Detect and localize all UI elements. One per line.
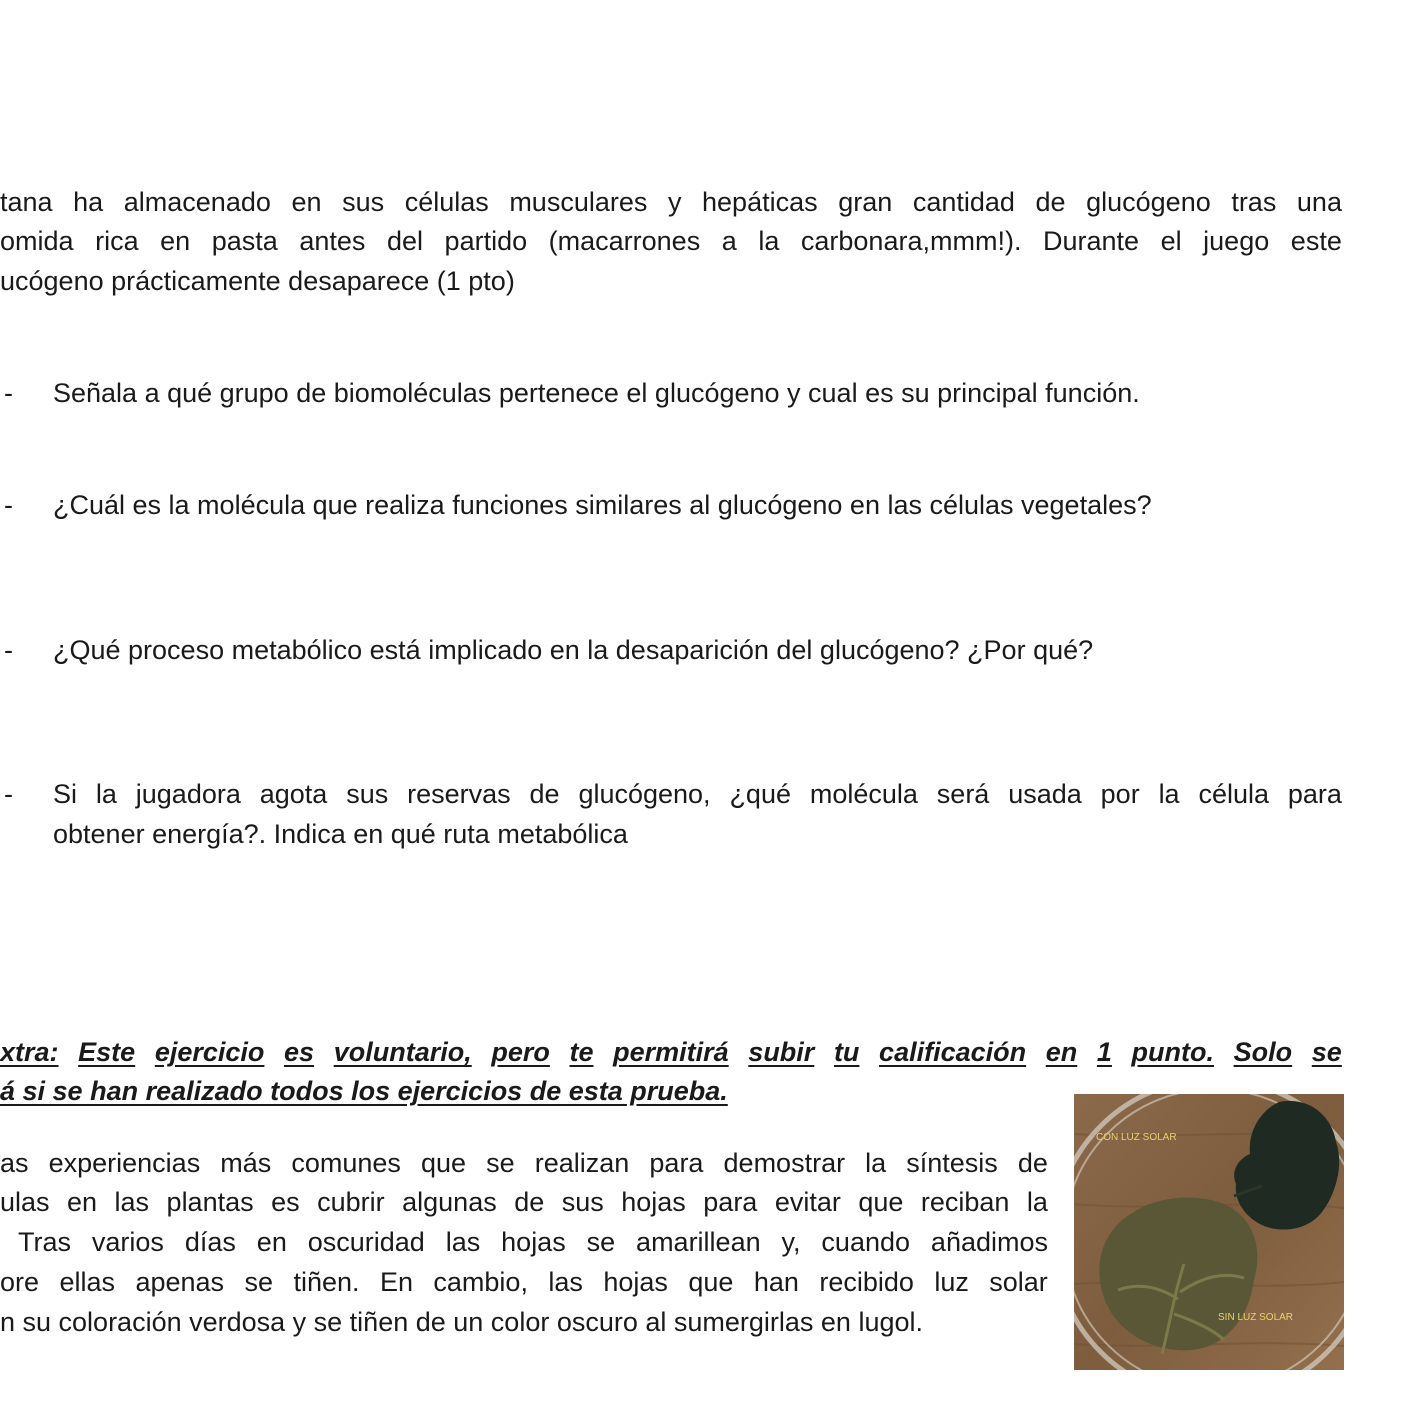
- word: algunas: [402, 1187, 497, 1217]
- word: molécula: [809, 779, 918, 809]
- word: tiñen.: [293, 1267, 360, 1297]
- word: juego: [1203, 226, 1270, 256]
- word: Durante: [1043, 226, 1140, 256]
- intro-line-1: [0, 182, 1342, 222]
- word: cuando: [821, 1227, 911, 1257]
- word: añadimos: [930, 1227, 1048, 1257]
- intro-line-2: [0, 221, 1342, 261]
- word: cubrir: [317, 1187, 385, 1217]
- word: almacenado: [123, 187, 271, 217]
- word: apenas: [135, 1267, 225, 1297]
- question-text: Señala a qué grupo de biomoléculas pertenece el glucógeno y cual es su principal función.: [53, 378, 1140, 408]
- word: ejercicio: [154, 1037, 265, 1067]
- word: punto.: [1131, 1037, 1215, 1067]
- word: calificación: [879, 1037, 1027, 1067]
- word: las: [114, 1187, 150, 1217]
- word: se: [1311, 1037, 1342, 1067]
- word: más: [220, 1148, 272, 1178]
- word: en: [160, 226, 191, 256]
- word: en: [67, 1187, 98, 1217]
- question-dash: -: [4, 779, 13, 809]
- word: Solo: [1233, 1037, 1293, 1067]
- word: reservas: [407, 779, 511, 809]
- question-4-line-2: obtener energía?. Indica en qué ruta metabólica: [53, 819, 628, 849]
- word: sus: [561, 1187, 604, 1217]
- word: tana: [0, 187, 53, 217]
- word: hojas: [621, 1187, 686, 1217]
- word: subir: [748, 1037, 815, 1067]
- word: síntesis: [906, 1148, 998, 1178]
- word: cantidad: [912, 187, 1015, 217]
- word: carbonara,mmm!).: [800, 226, 1022, 256]
- word: ¿qué: [729, 779, 791, 809]
- question-text: ¿Qué proceso metabólico está implicado en la desaparición del glucógeno? ¿Por qué?: [53, 635, 1094, 665]
- word: sus: [342, 187, 385, 217]
- word: gran: [838, 187, 893, 217]
- word: recibido: [819, 1267, 914, 1297]
- word: ellas: [59, 1267, 115, 1297]
- word: en: [291, 187, 322, 217]
- extra-heading-line-1: [0, 1032, 1342, 1072]
- word: de: [1017, 1148, 1048, 1178]
- word: para: [1287, 779, 1342, 809]
- word: se: [486, 1148, 515, 1178]
- word: oscuridad: [307, 1227, 425, 1257]
- word: es: [271, 1187, 300, 1217]
- label-con-luz-solar: CON LUZ SOLAR: [1096, 1132, 1177, 1143]
- word: para: [703, 1187, 758, 1217]
- word: demostrar: [723, 1148, 846, 1178]
- word: las: [548, 1267, 583, 1297]
- word: será: [936, 779, 990, 809]
- word: antes: [299, 226, 366, 256]
- word: y,: [781, 1227, 801, 1257]
- word: luz: [934, 1267, 969, 1297]
- word: en: [1045, 1037, 1078, 1067]
- word: sus: [346, 779, 389, 809]
- word: a: [721, 226, 737, 256]
- word: evitar: [774, 1187, 841, 1217]
- word: las: [445, 1227, 481, 1257]
- word: y: [667, 187, 682, 217]
- word: omida: [0, 226, 74, 256]
- experiment-line-2: [0, 1182, 1048, 1222]
- word: usada: [1008, 779, 1082, 809]
- experiment-line-1: [0, 1143, 1048, 1183]
- word: tu: [833, 1037, 860, 1067]
- word: días: [184, 1227, 236, 1257]
- word: En: [379, 1267, 413, 1297]
- word: hojas: [501, 1227, 566, 1257]
- label-sin-luz-solar: SIN LUZ SOLAR: [1218, 1312, 1294, 1323]
- word: plantas: [166, 1187, 254, 1217]
- intro-line-3: ucógeno prácticamente desaparece (1 pto): [0, 266, 515, 296]
- word: ha: [73, 187, 104, 217]
- word: es: [284, 1037, 315, 1067]
- experiment-line-4: [0, 1262, 1048, 1302]
- word: tras: [1231, 187, 1277, 217]
- word: realizan: [534, 1148, 630, 1178]
- word: hojas: [603, 1267, 668, 1297]
- word: la: [1158, 779, 1180, 809]
- question-text: ¿Cuál es la molécula que realiza funciones similares al glucógeno en las células vegetales?: [53, 490, 1152, 520]
- word: Tras: [18, 1227, 71, 1257]
- word: agota: [259, 779, 328, 809]
- word: el: [1160, 226, 1182, 256]
- word: cambio,: [433, 1267, 528, 1297]
- word: la: [1026, 1187, 1048, 1217]
- word: la: [758, 226, 780, 256]
- word: se: [586, 1227, 616, 1257]
- word: jugadora: [135, 779, 241, 809]
- word: solar: [989, 1267, 1048, 1297]
- word: que: [421, 1148, 467, 1178]
- word: una: [1296, 187, 1342, 217]
- word: han: [753, 1267, 799, 1297]
- word: musculares: [509, 187, 648, 217]
- word: para: [649, 1148, 704, 1178]
- word: por: [1100, 779, 1140, 809]
- experiment-line-5: n su coloración verdosa y se tiñen de un color oscuro al sumergirlas en lugol.: [0, 1307, 923, 1337]
- word: glucógeno: [1086, 187, 1211, 217]
- word: Si: [53, 779, 78, 809]
- word: ore: [0, 1267, 40, 1297]
- word: xtra:: [0, 1037, 59, 1067]
- extra-heading-line-2: á si se han realizado todos los ejercicios de esta prueba.: [0, 1076, 728, 1106]
- word: se: [244, 1267, 273, 1297]
- word: experiencias: [48, 1148, 201, 1178]
- word: de: [529, 779, 560, 809]
- word: reciban: [920, 1187, 1010, 1217]
- word: que: [858, 1187, 904, 1217]
- word: as: [0, 1148, 29, 1178]
- word: Este: [78, 1037, 136, 1067]
- word: te: [569, 1037, 594, 1067]
- word: comunes: [291, 1148, 401, 1178]
- word: que: [688, 1267, 734, 1297]
- word: la: [865, 1148, 887, 1178]
- word: célula: [1198, 779, 1269, 809]
- word: rica: [95, 226, 139, 256]
- word: hepáticas: [702, 187, 818, 217]
- question-4-line-1: [53, 774, 1342, 814]
- word: pasta: [211, 226, 278, 256]
- word: de: [514, 1187, 545, 1217]
- word: partido: [444, 226, 528, 256]
- word: en: [256, 1227, 287, 1257]
- question-dash: -: [4, 490, 13, 520]
- question-dash: -: [4, 635, 13, 665]
- leaf-experiment-photo: [1074, 1094, 1344, 1370]
- word: 1: [1096, 1037, 1112, 1067]
- word: células: [404, 187, 489, 217]
- word: de: [1035, 187, 1066, 217]
- word: voluntario,: [333, 1037, 472, 1067]
- word: glucógeno,: [578, 779, 711, 809]
- question-dash: -: [4, 378, 13, 408]
- word: este: [1290, 226, 1342, 256]
- word: ulas: [0, 1187, 50, 1217]
- word: pero: [491, 1037, 550, 1067]
- word: del: [386, 226, 423, 256]
- word: amarillean: [636, 1227, 761, 1257]
- word: permitirá: [613, 1037, 729, 1067]
- word: la: [95, 779, 117, 809]
- word: (macarrones: [548, 226, 701, 256]
- word: varios: [91, 1227, 164, 1257]
- experiment-line-3: [18, 1222, 1048, 1262]
